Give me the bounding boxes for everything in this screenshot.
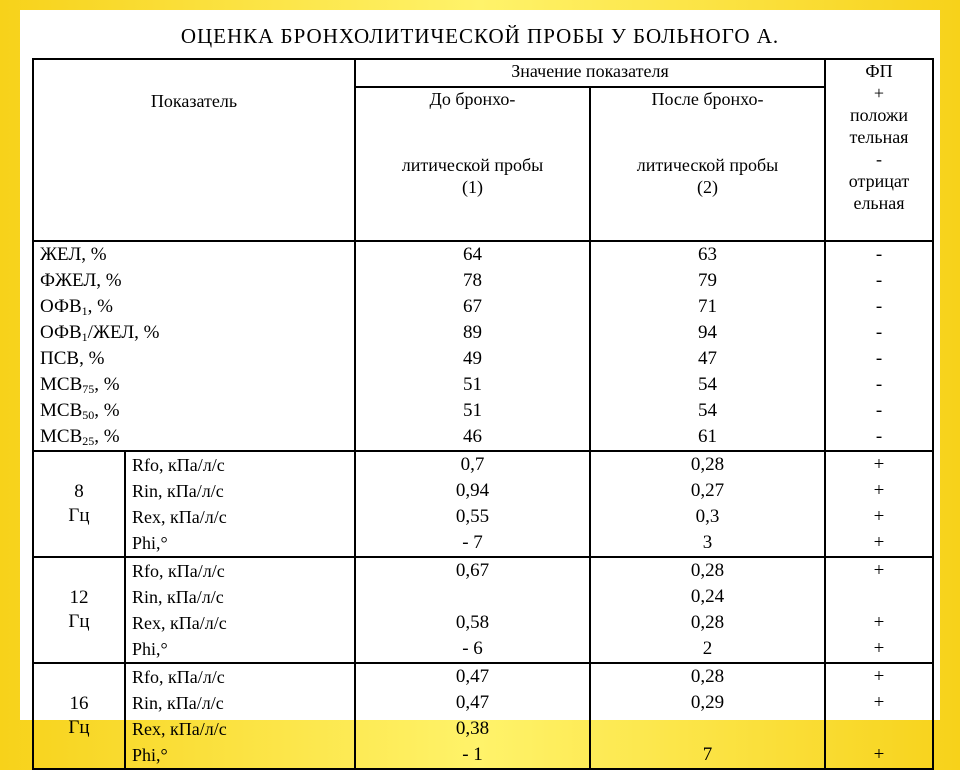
spiro-fp: - [875, 374, 883, 395]
spiro-after: 54 [698, 400, 717, 421]
spiro-before: 78 [463, 270, 482, 291]
spiro-after: 79 [698, 270, 717, 291]
spiro-after-values [590, 241, 825, 451]
freq-before-values: 0,7 0,94 0,55 - 7 [355, 451, 590, 557]
freq-group-16 [33, 663, 933, 769]
header-fp-line: - [876, 149, 882, 169]
header-fp-cell [825, 59, 933, 241]
spiro-after: 71 [698, 296, 717, 317]
header-fp-line: ельная [853, 193, 905, 213]
spiro-fp: - [875, 426, 883, 447]
spiro-fp: - [875, 400, 883, 421]
spiro-after: 54 [698, 374, 717, 395]
header-fp-line: + [873, 83, 885, 103]
freq-before-values: 0,47 0,47 0,38 - 1 [355, 663, 590, 769]
freq-param-names: Rfo, кПа/л/с Rin, кПа/л/с Rex, кПа/л/с Phi,° [125, 451, 355, 557]
header-fp-line: отрицат [848, 171, 910, 191]
spiro-after: 61 [698, 426, 717, 447]
header-after-line2: литической пробы [636, 155, 779, 176]
freq-fp-values: + + + + [825, 451, 933, 557]
header-before-line3: (1) [462, 177, 483, 198]
spiro-after: 63 [698, 244, 717, 265]
spiro-name: ПСВ, % [40, 348, 105, 369]
spiro-before-values [355, 241, 590, 451]
spiro-before: 51 [463, 374, 482, 395]
header-after-line1: После бронхо- [651, 89, 764, 110]
spiro-before: 46 [463, 426, 482, 447]
spiro-fp: - [875, 244, 883, 265]
header-before-cell [355, 87, 590, 241]
spiro-fp: - [875, 270, 883, 291]
spiro-after: 47 [698, 348, 717, 369]
results-table [32, 58, 934, 770]
spiro-name: $ОФВ_1$, % [40, 296, 113, 318]
spiro-before: 89 [463, 322, 482, 343]
header-fp-line: положи [850, 105, 908, 125]
freq-label: 12 Гц [33, 557, 125, 663]
spiro-fp: - [875, 348, 883, 369]
spiro-name: ЖЕЛ, % [40, 244, 107, 265]
header-row-top [33, 59, 933, 87]
spiro-block [33, 241, 933, 451]
header-before-line1: До бронхо- [429, 89, 516, 110]
spiro-name: ФЖЕЛ, % [40, 270, 122, 291]
freq-before-values: 0,67 0,58 - 6 [355, 557, 590, 663]
spiro-name: $МСВ_{50}$, % [40, 400, 120, 422]
freq-fp-values: + + + [825, 663, 933, 769]
spiro-before: 51 [463, 400, 482, 421]
spiro-fp: - [875, 296, 883, 317]
spiro-before: 64 [463, 244, 482, 265]
header-before-line2: литической пробы [401, 155, 544, 176]
header-value-group: Значение показателя [511, 61, 669, 81]
header-after-line3: (2) [697, 177, 718, 198]
freq-group-8 [33, 451, 933, 557]
freq-group-12 [33, 557, 933, 663]
spiro-name: $ОФВ_1$/ЖЕЛ, % [40, 322, 160, 344]
spiro-before: 67 [463, 296, 482, 317]
spiro-name: $МСВ_{25}$, % [40, 426, 120, 448]
freq-param-names: Rfo, кПа/л/с Rin, кПа/л/с Rex, кПа/л/с Phi,° [125, 663, 355, 769]
freq-param-names: Rfo, кПа/л/с Rin, кПа/л/с Rex, кПа/л/с Phi,° [125, 557, 355, 663]
freq-after-values: 0,28 0,27 0,3 3 [590, 451, 825, 557]
header-indicator-cell [33, 59, 355, 241]
header-after-cell [590, 87, 825, 241]
header-indicator: Показатель [150, 91, 238, 111]
header-fp-line: тельная [849, 127, 909, 147]
spiro-before: 49 [463, 348, 482, 369]
spiro-fp-values [825, 241, 933, 451]
spiro-fp: - [875, 322, 883, 343]
freq-after-values: 0,28 0,29 7 [590, 663, 825, 769]
document-title: ОЦЕНКА БРОНХОЛИТИЧЕСКОЙ ПРОБЫ У БОЛЬНОГО А. [180, 24, 780, 48]
freq-after-values: 0,28 0,24 0,28 2 [590, 557, 825, 663]
freq-label: 16 Гц [33, 663, 125, 769]
spiro-after: 94 [698, 322, 717, 343]
header-fp-title: ФП [865, 61, 893, 81]
spiro-names [33, 241, 355, 451]
freq-label: 8 Гц [33, 451, 125, 557]
document-page [20, 10, 940, 765]
freq-fp-values: + + + [825, 557, 933, 663]
header-value-group-cell [355, 59, 825, 87]
spiro-name: $МСВ_{75}$, % [40, 374, 120, 396]
